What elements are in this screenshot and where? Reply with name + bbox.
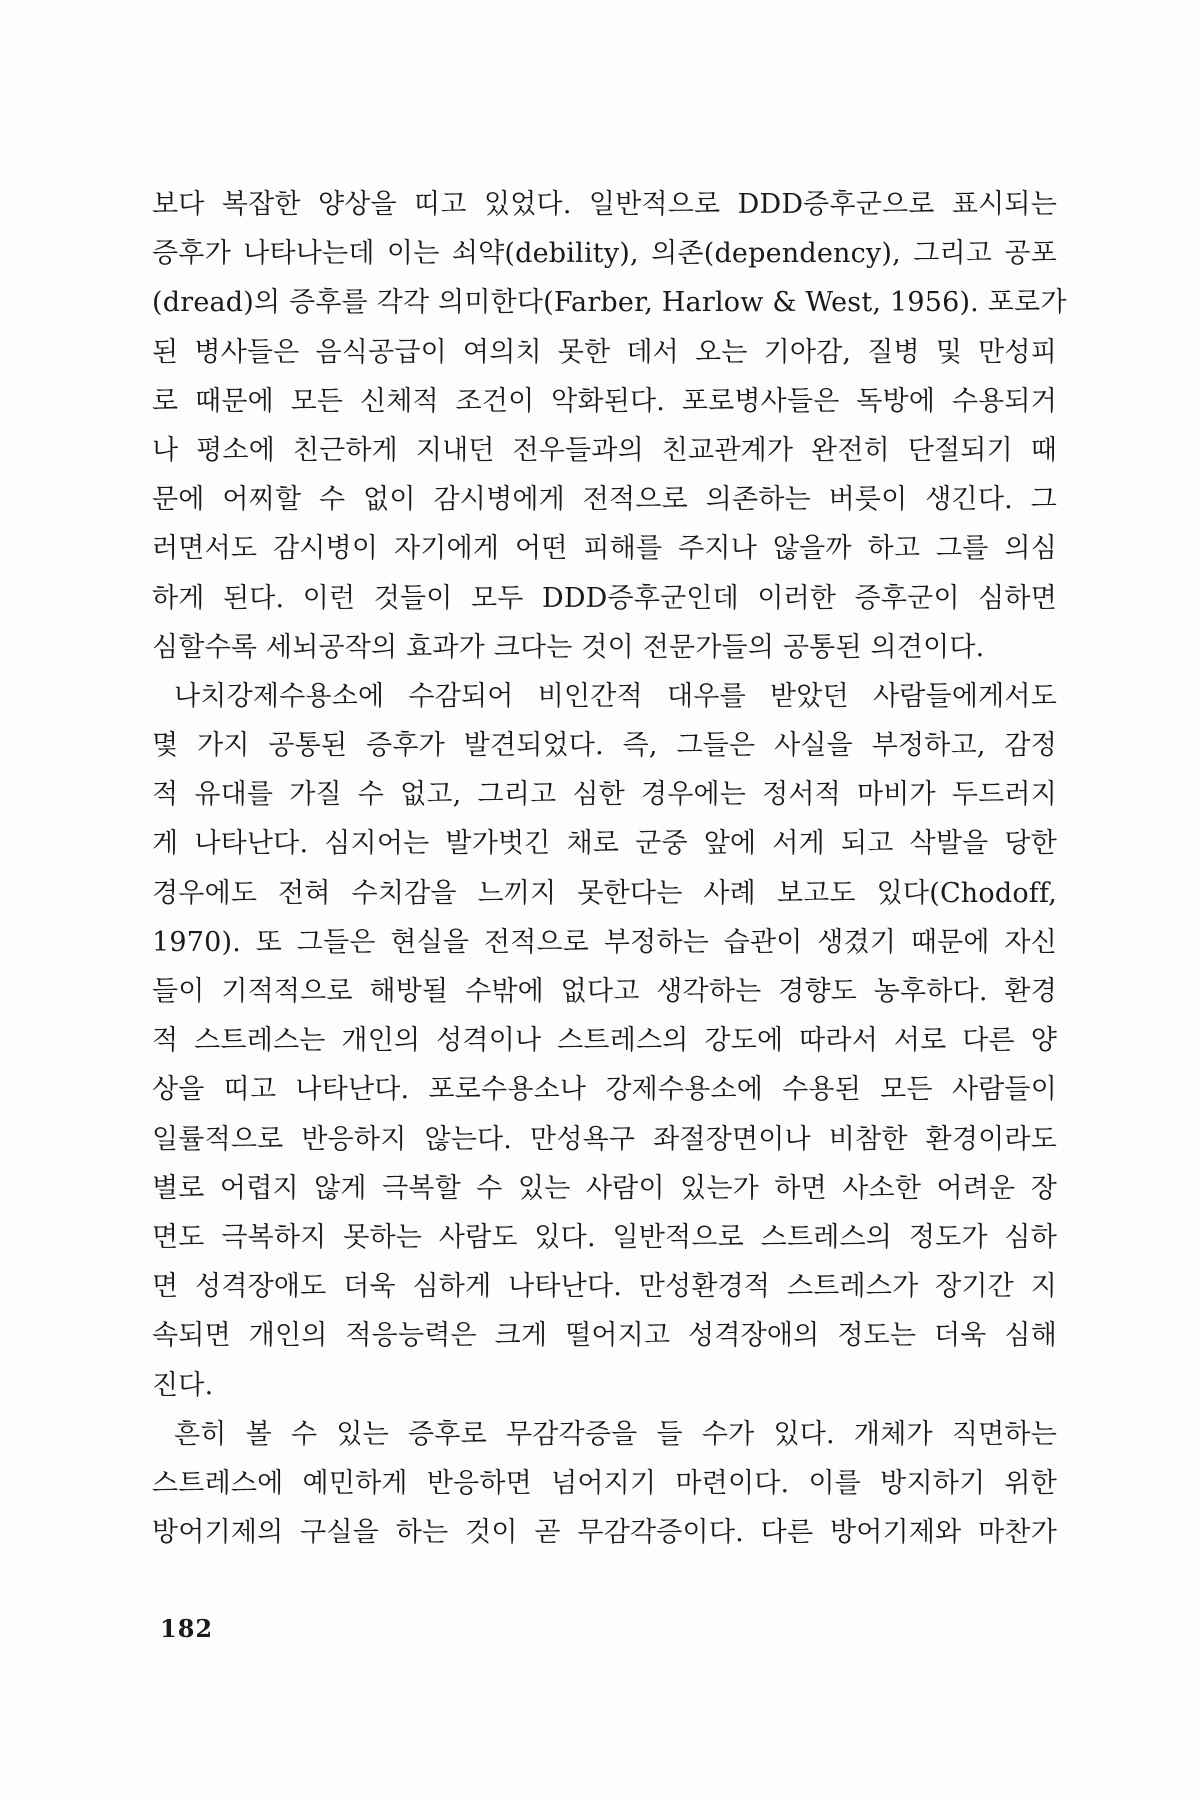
body-text <box>152 180 1067 1557</box>
text-line: 면도 극복하지 못하는 사람도 있다. 일반적으로 스트레스의 정도가 심하 <box>152 1221 1057 1253</box>
text-line: 나치강제수용소에 수감되어 비인간적 대우를 받았던 사람들에게서도 <box>174 680 1057 712</box>
text-line: 진다. <box>152 1369 214 1401</box>
text-line: 방어기제의 구실을 하는 것이 곧 무감각증이다. 다른 방어기제와 마찬가 <box>152 1517 1057 1549</box>
text-line: 들이 기적적으로 해방될 수밖에 없다고 생각하는 경향도 농후하다. 환경 <box>152 976 1057 1007</box>
text-line: 적 스트레스는 개인의 성격이나 스트레스의 강도에 따라서 서로 다른 양 <box>152 1025 1057 1057</box>
text-line: 면 성격장애도 더욱 심하게 나타난다. 만성환경적 스트레스가 장기간 지 <box>152 1271 1057 1303</box>
text-line: 1970). 또 그들은 현실을 전적으로 부정하는 습관이 생겼기 때문에 자신 <box>152 926 1057 958</box>
text-line: 문에 어찌할 수 없이 감시병에게 전적으로 의존하는 버릇이 생긴다. 그 <box>152 484 1057 516</box>
text-line: 몇 가지 공통된 증후가 발견되었다. 즉, 그들은 사실을 부정하고, 감정 <box>152 730 1057 762</box>
text-line: 러면서도 감시병이 자기에게 어떤 피해를 주지나 않을까 하고 그를 의심 <box>152 533 1057 565</box>
text-line: 게 나타난다. 심지어는 발가벗긴 채로 군중 앞에 서게 되고 삭발을 당한 <box>152 828 1057 860</box>
text-line: 별로 어렵지 않게 극복할 수 있는 사람이 있는가 하면 사소한 어려운 장 <box>152 1172 1057 1204</box>
text-line: 된 병사들은 음식공급이 여의치 못한 데서 오는 기아감, 질병 및 만성피 <box>152 336 1057 368</box>
text-line: 상을 띠고 나타난다. 포로수용소나 강제수용소에 수용된 모든 사람들이 <box>152 1074 1057 1106</box>
text-line: 일률적으로 반응하지 않는다. 만성욕구 좌절장면이나 비참한 환경이라도 <box>152 1123 1057 1155</box>
text-line: 증후가 나타나는데 이는 쇠약(debility), 의존(dependency), 그리고 공포 <box>152 238 1057 270</box>
text-line: 보다 복잡한 양상을 띠고 있었다. 일반적으로 DDD증후군으로 표시되는 <box>152 189 1057 220</box>
text-line: 하게 된다. 이런 것들이 모두 DDD증후군인데 이러한 증후군이 심하면 <box>152 582 1057 614</box>
text-line: 심할수록 세뇌공작의 효과가 크다는 것이 전문가들의 공통된 의견이다. <box>152 631 985 663</box>
text-line: (dread)의 증후를 각각 의미한다(Farber, Harlow & West, 1956). 포로가 <box>152 287 1067 319</box>
text-line: 나 평소에 친근하게 지내던 전우들과의 친교관계가 완전히 단절되기 때 <box>152 434 1057 466</box>
text-line: 흔히 볼 수 있는 증후로 무감각증을 들 수가 있다. 개체가 직면하는 <box>174 1418 1057 1450</box>
text-line: 적 유대를 가질 수 없고, 그리고 심한 경우에는 정서적 마비가 두드러지 <box>152 779 1057 811</box>
text-line: 경우에도 전혀 수치감을 느끼지 못한다는 사례 보고도 있다(Chodoff, <box>152 877 1057 909</box>
text-line: 스트레스에 예민하게 반응하면 넘어지기 마련이다. 이를 방지하기 위한 <box>152 1467 1057 1499</box>
text-line: 속되면 개인의 적응능력은 크게 떨어지고 성격장애의 정도는 더욱 심해 <box>152 1320 1057 1352</box>
text-line: 로 때문에 모든 신체적 조건이 악화된다. 포로병사들은 독방에 수용되거 <box>152 385 1057 417</box>
page-number: 182 <box>160 1614 214 1643</box>
